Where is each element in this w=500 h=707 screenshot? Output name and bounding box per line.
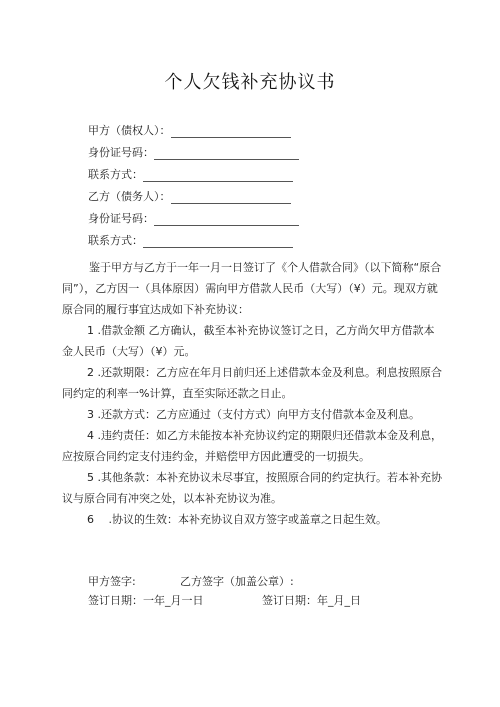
creditor-id-label: 身份证号码： [88, 146, 154, 159]
debtor-id-field [88, 212, 299, 226]
debtor-contact-input-line[interactable] [143, 237, 293, 248]
preamble-paragraph: 鉴于甲方与乙方于一年一月一日签订了《个人借款合同》（以下简称“原合同”），乙方因一（具体原因）需向甲方借款人民币（大写）（¥）元。现双方就原合同的履行事宜达成如下补充协议： [62, 261, 442, 316]
clause-4: 4 .违约责任：如乙方未能按本补充协议约定的期限归还借款本金及利息，应按原合同约定支付违约金，并赔偿甲方因此遭受的一切损失。 [62, 429, 442, 463]
clause-6: 6 .协议的生效：本补充协议自双方签字或盖章之日起生效。 [87, 513, 387, 526]
party-b-signature: 乙方签字（加盖公章）: [180, 575, 294, 588]
creditor-contact-field [88, 168, 293, 182]
creditor-contact-label: 联系方式： [88, 168, 143, 181]
debtor-label: 乙方（债务人）： [88, 190, 171, 203]
creditor-label: 甲方（债权人）： [88, 124, 171, 137]
creditor-field [88, 124, 291, 138]
creditor-id-field [88, 146, 299, 160]
debtor-field [88, 190, 291, 204]
debtor-input-line[interactable] [171, 193, 291, 204]
clause-1: 1 .借款金额 乙方确认，截至本补充协议签订之日，乙方尚欠甲方借款本金人民币（大写）（¥）元。 [62, 324, 435, 358]
debtor-id-input-line[interactable] [154, 215, 299, 226]
document-title: 个人欠钱补充协议书 [164, 72, 336, 93]
creditor-contact-input-line[interactable] [143, 171, 293, 182]
debtor-contact-field [88, 234, 293, 248]
agreement-body [62, 257, 444, 530]
party-a-signature: 甲方签字: [88, 575, 136, 588]
clause-3: 3 .还款方式：乙方应通过（支付方式）向甲方支付借款本金及利息。 [87, 408, 420, 421]
creditor-id-input-line[interactable] [154, 149, 299, 160]
party-b-sign-date: 签订日期：年_月_日 [262, 594, 361, 607]
creditor-input-line[interactable] [171, 127, 291, 138]
debtor-id-label: 身份证号码： [88, 212, 154, 225]
debtor-contact-label: 联系方式： [88, 234, 143, 247]
party-a-sign-date: 签订日期：一年_月一日 [88, 594, 204, 607]
clause-5: 5 .其他条款：本补充协议未尽事宜，按照原合同的约定执行。若本补充协议与原合同有冲突之处，以本补充协议为准。 [62, 471, 442, 505]
clause-2: 2 .还款期限：乙方应在年月日前归还上述借款本金及利息。利息按照原合同约定的利率一%计算，直至实际还款之日止。 [62, 366, 442, 400]
